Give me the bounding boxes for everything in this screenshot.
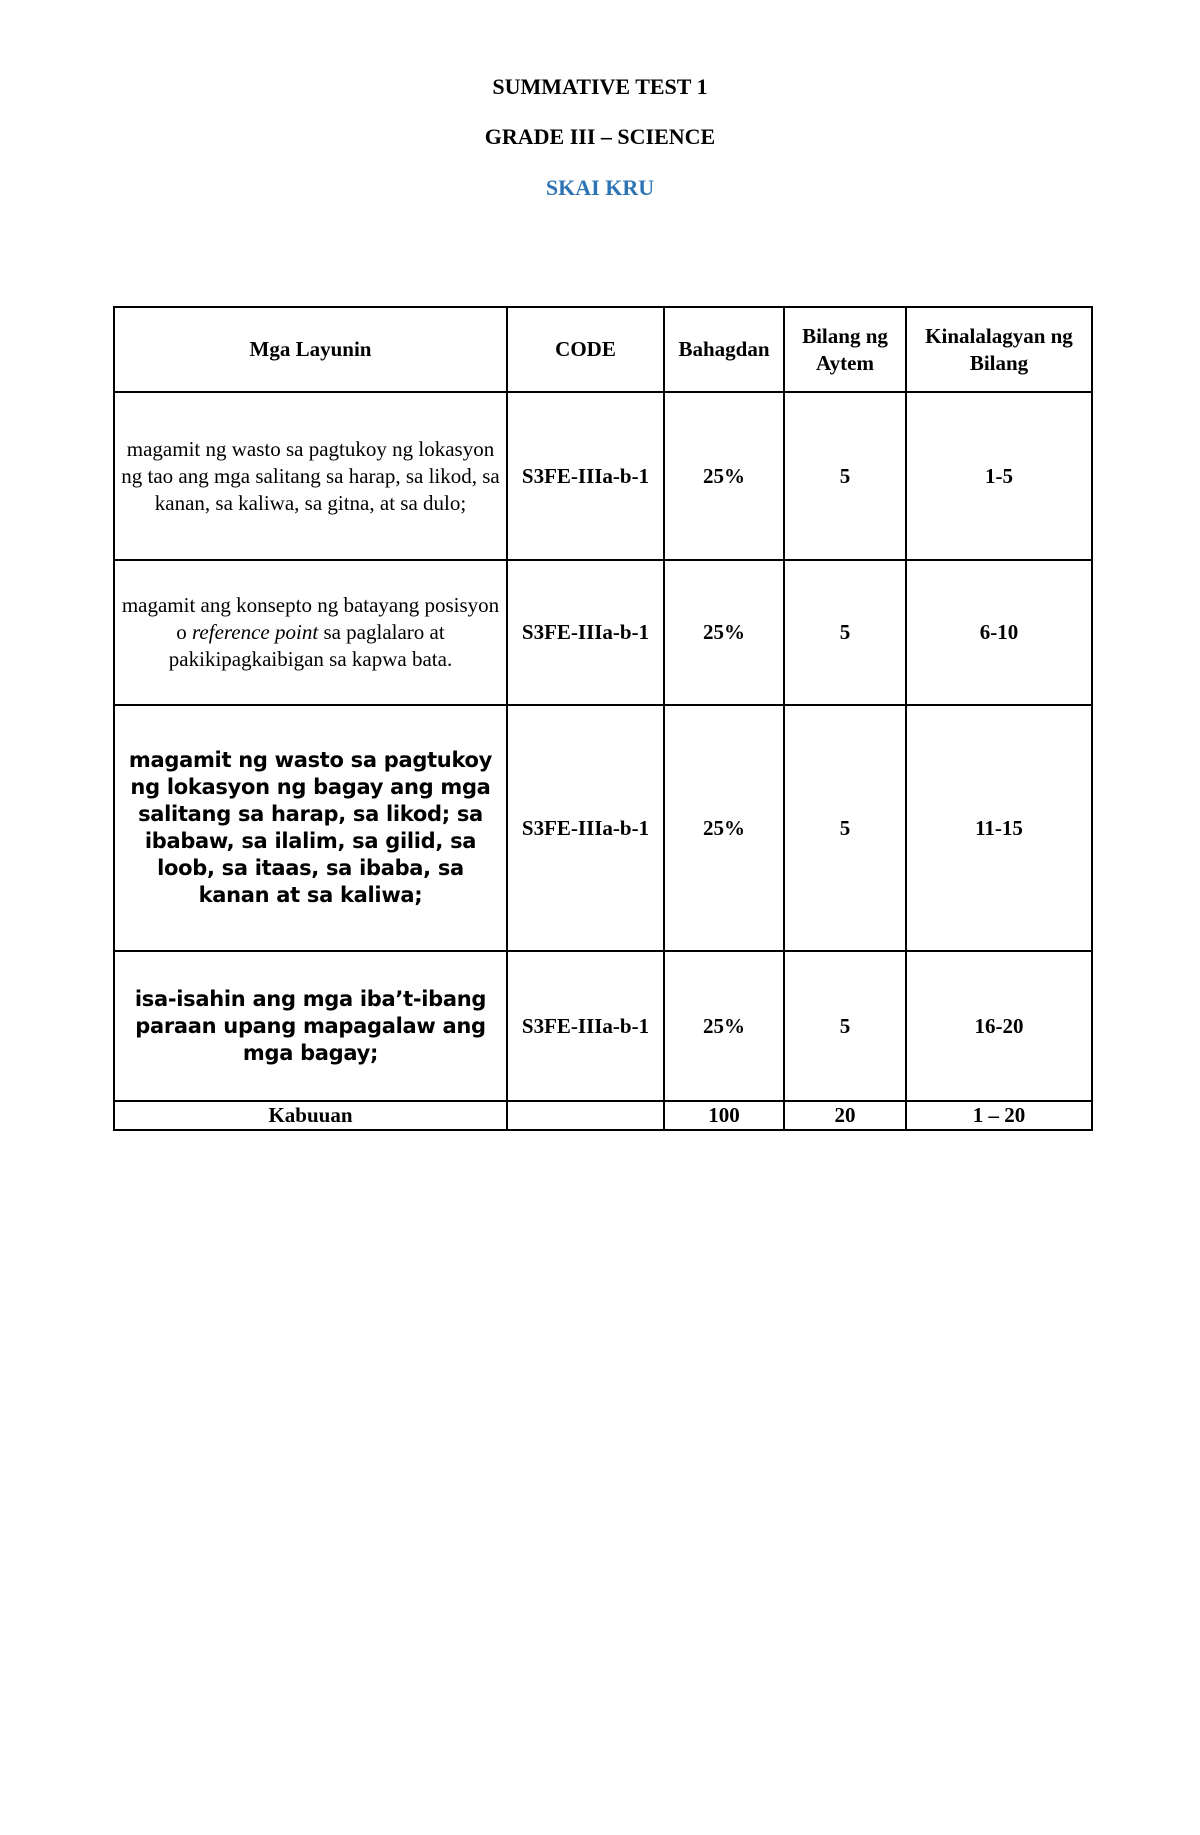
column-header-item-count: Bilang ng Aytem <box>784 307 906 392</box>
total-label: Kabuuan <box>114 1101 507 1130</box>
objective-cell: isa-isahin ang mga iba’t-ibang paraan upang mapagalaw ang mga bagay; <box>114 951 507 1101</box>
item-count-cell: 5 <box>784 951 906 1101</box>
table-of-specifications <box>113 306 1093 1131</box>
percent-cell: 25% <box>664 560 784 705</box>
objective-cell <box>114 560 507 705</box>
total-row <box>114 1101 1092 1130</box>
total-item-count: 20 <box>784 1101 906 1130</box>
code-cell: S3FE-IIIa-b-1 <box>507 951 664 1101</box>
column-header-item-placement: Kinalalagyan ng Bilang <box>906 307 1092 392</box>
document-subtitle: GRADE III – SCIENCE <box>484 124 716 149</box>
total-code-cell <box>507 1101 664 1130</box>
column-header-percent: Bahagdan <box>664 307 784 392</box>
table-row <box>114 392 1092 560</box>
placement-cell: 6-10 <box>906 560 1092 705</box>
item-count-cell: 5 <box>784 392 906 560</box>
percent-cell: 25% <box>664 705 784 951</box>
table-row <box>114 951 1092 1101</box>
code-cell: S3FE-IIIa-b-1 <box>507 560 664 705</box>
objective-text: magamit ang konsepto ng batayang posisyon o <box>121 593 500 644</box>
total-placement: 1 – 20 <box>906 1101 1092 1130</box>
placement-cell: 16-20 <box>906 951 1092 1101</box>
code-cell: S3FE-IIIa-b-1 <box>507 392 664 560</box>
total-percent: 100 <box>664 1101 784 1130</box>
document-title: SUMMATIVE TEST 1 <box>492 74 708 99</box>
code-cell: S3FE-IIIa-b-1 <box>507 705 664 951</box>
objective-cell: magamit ng wasto sa pagtukoy ng lokasyon ng bagay ang mga salitang sa harap, sa likod; sa ibabaw, sa ilalim, sa gilid, sa loob, sa itaas, sa ibaba, sa kanan at sa kaliwa; <box>114 705 507 951</box>
item-count-cell: 5 <box>784 705 906 951</box>
objective-emphasis: reference point <box>192 620 319 644</box>
item-count-cell: 5 <box>784 560 906 705</box>
table-header-row <box>114 307 1092 392</box>
percent-cell: 25% <box>664 392 784 560</box>
objective-cell: magamit ng wasto sa pagtukoy ng lokasyon ng tao ang mga salitang sa harap, sa likod, sa kanan, sa kaliwa, sa gitna, at sa dulo; <box>114 392 507 560</box>
column-header-code: CODE <box>507 307 664 392</box>
table-row <box>114 560 1092 705</box>
document-author: SKAI KRU <box>545 175 655 200</box>
percent-cell: 25% <box>664 951 784 1101</box>
table-row <box>114 705 1092 951</box>
objective-text: sa paglalaro at pakikipagkaibigan sa kapwa bata. <box>168 620 453 671</box>
placement-cell: 1-5 <box>906 392 1092 560</box>
column-header-objectives: Mga Layunin <box>114 307 507 392</box>
placement-cell: 11-15 <box>906 705 1092 951</box>
